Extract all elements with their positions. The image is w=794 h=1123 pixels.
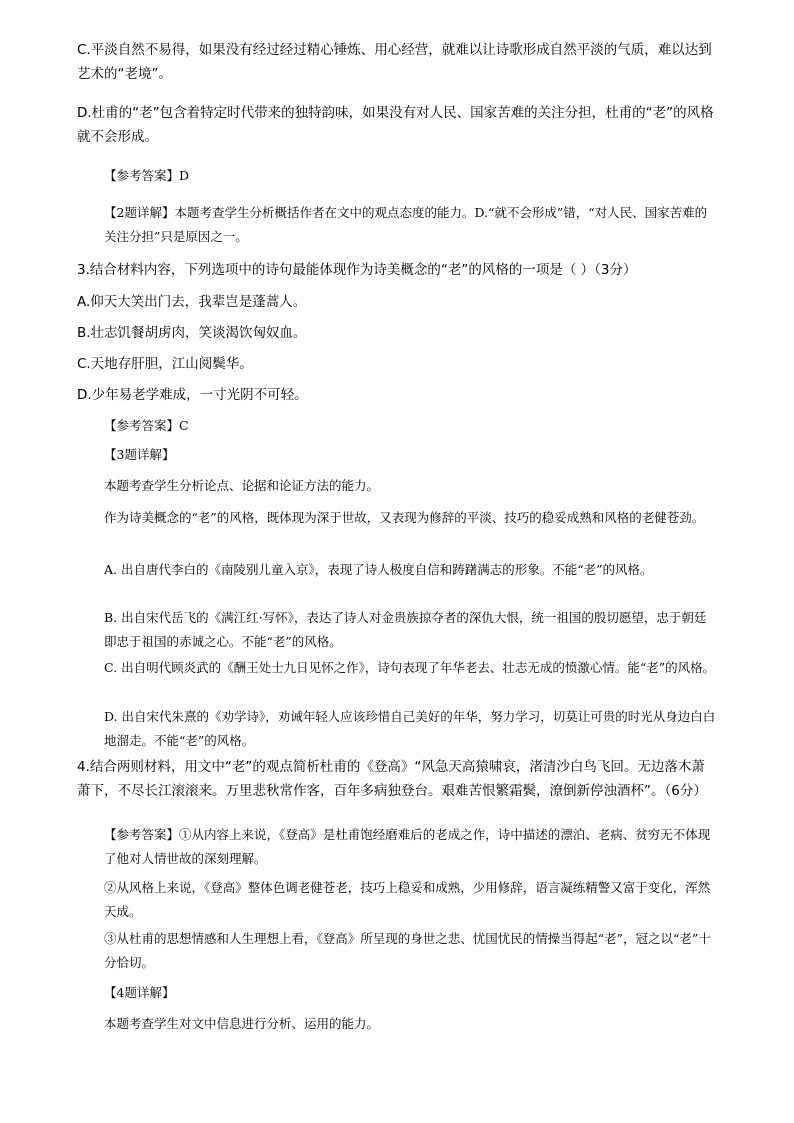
q3-option-d: D.少年易老学难成，一寸光阴不可轻。: [77, 387, 308, 403]
answer-q4-point3: ③从杜甫的思想情感和人生理想上看，《登高》所呈现的身世之悲、忧国忧民的情操当得起“老”，冠之以“老”十分恰切。: [104, 931, 711, 970]
option-d-text: D.杜甫的“老”包含着特定时代带来的独特韵味，如果没有对人民、国家苦难的关注分担，杜甫的“老”的风格就不会形成。: [77, 105, 714, 145]
question-4: 4.结合两则材料，用文中“老”的观点简析杜甫的《登高》“风急天高猿啸哀，渚清沙白鸟飞回。无边落木萧萧下，不尽长江滚滚来。万里悲秋常作客，百年多病独登台。艰难苦恨繁霜鬓，潦倒新停浊酒杯”。（6分）: [77, 759, 707, 799]
explanation-q2: 【2题详解】本题考查学生分析概括作者在文中的观点态度的能力。D.“就不会形成”错，“对人民、国家苦难的关注分担”只是原因之一。: [104, 205, 708, 244]
option-c-text: C.平淡自然不易得，如果没有经过经过精心锤炼、用心经营，就难以让诗歌形成自然平淡的气质，难以达到艺术的“老境”。: [77, 42, 712, 82]
explanation-q4-heading: 【4题详解】: [104, 985, 175, 1000]
answer-q2: 【参考答案】D: [104, 168, 190, 183]
question-3: 3.结合材料内容，下列选项中的诗句最能体现作为诗美概念的“老”的风格的一项是（ ）（3分）: [77, 262, 637, 278]
q3-option-b: B.壮志饥餐胡虏肉，笑谈渴饮匈奴血。: [77, 325, 307, 341]
explanation-q3-para-b: B. 出自宋代岳飞的《满江红·写怀》，表达了诗人对金贵族掠夺者的深仇大恨，统一祖国的殷切愿望，忠于朝廷即忠于祖国的赤诚之心。不能“老”的风格。: [104, 610, 707, 649]
explanation-q3-heading: 【3题详解】: [104, 447, 175, 462]
explanation-q3-para-d: D. 出自宋代朱熹的《劝学诗》，劝诫年轻人应该珍惜自己美好的年华，努力学习，切莫让可贵的时光从身边白白地溜走。不能“老”的风格。: [104, 709, 716, 748]
explanation-q4-intro: 本题考查学生对文中信息进行分析、运用的能力。: [104, 1016, 380, 1031]
q3-option-a: A.仰天大笑出门去，我辈岂是蓬蒿人。: [77, 294, 307, 310]
answer-q3: 【参考答案】C: [104, 418, 189, 433]
explanation-q3-para1: 作为诗美概念的“老”的风格，既体现为深于世故，又表现为修辞的平淡、技巧的稳妥成熟和风格的老健苍劲。: [104, 510, 705, 525]
explanation-q3-para-a: A. 出自唐代李白的《南陵别儿童入京》，表现了诗人极度自信和踌躇满志的形象。不能“老”的风格。: [104, 562, 653, 577]
answer-q4-point2: ②从风格上来说，《登高》整体色调老健苍老，技巧上稳妥和成熟，少用修辞，语言凝练精警又富于变化，浑然天成。: [104, 880, 711, 919]
q3-option-c: C.天地存肝胆，江山阅鬓华。: [77, 356, 253, 372]
explanation-q3-intro: 本题考查学生分析论点、论据和论证方法的能力。: [104, 478, 380, 493]
explanation-q3-para-c: C. 出自明代顾炎武的《酬王处士九日见怀之作》，诗句表现了年华老去、壮志无成的愤激心情。能“老”的风格。: [104, 660, 716, 675]
answer-q4-point1: 【参考答案】①从内容上来说，《登高》是杜甫饱经磨难后的老成之作，诗中描述的漂泊、老病、贫穷无不体现了他对人情世故的深刻理解。: [104, 827, 711, 866]
